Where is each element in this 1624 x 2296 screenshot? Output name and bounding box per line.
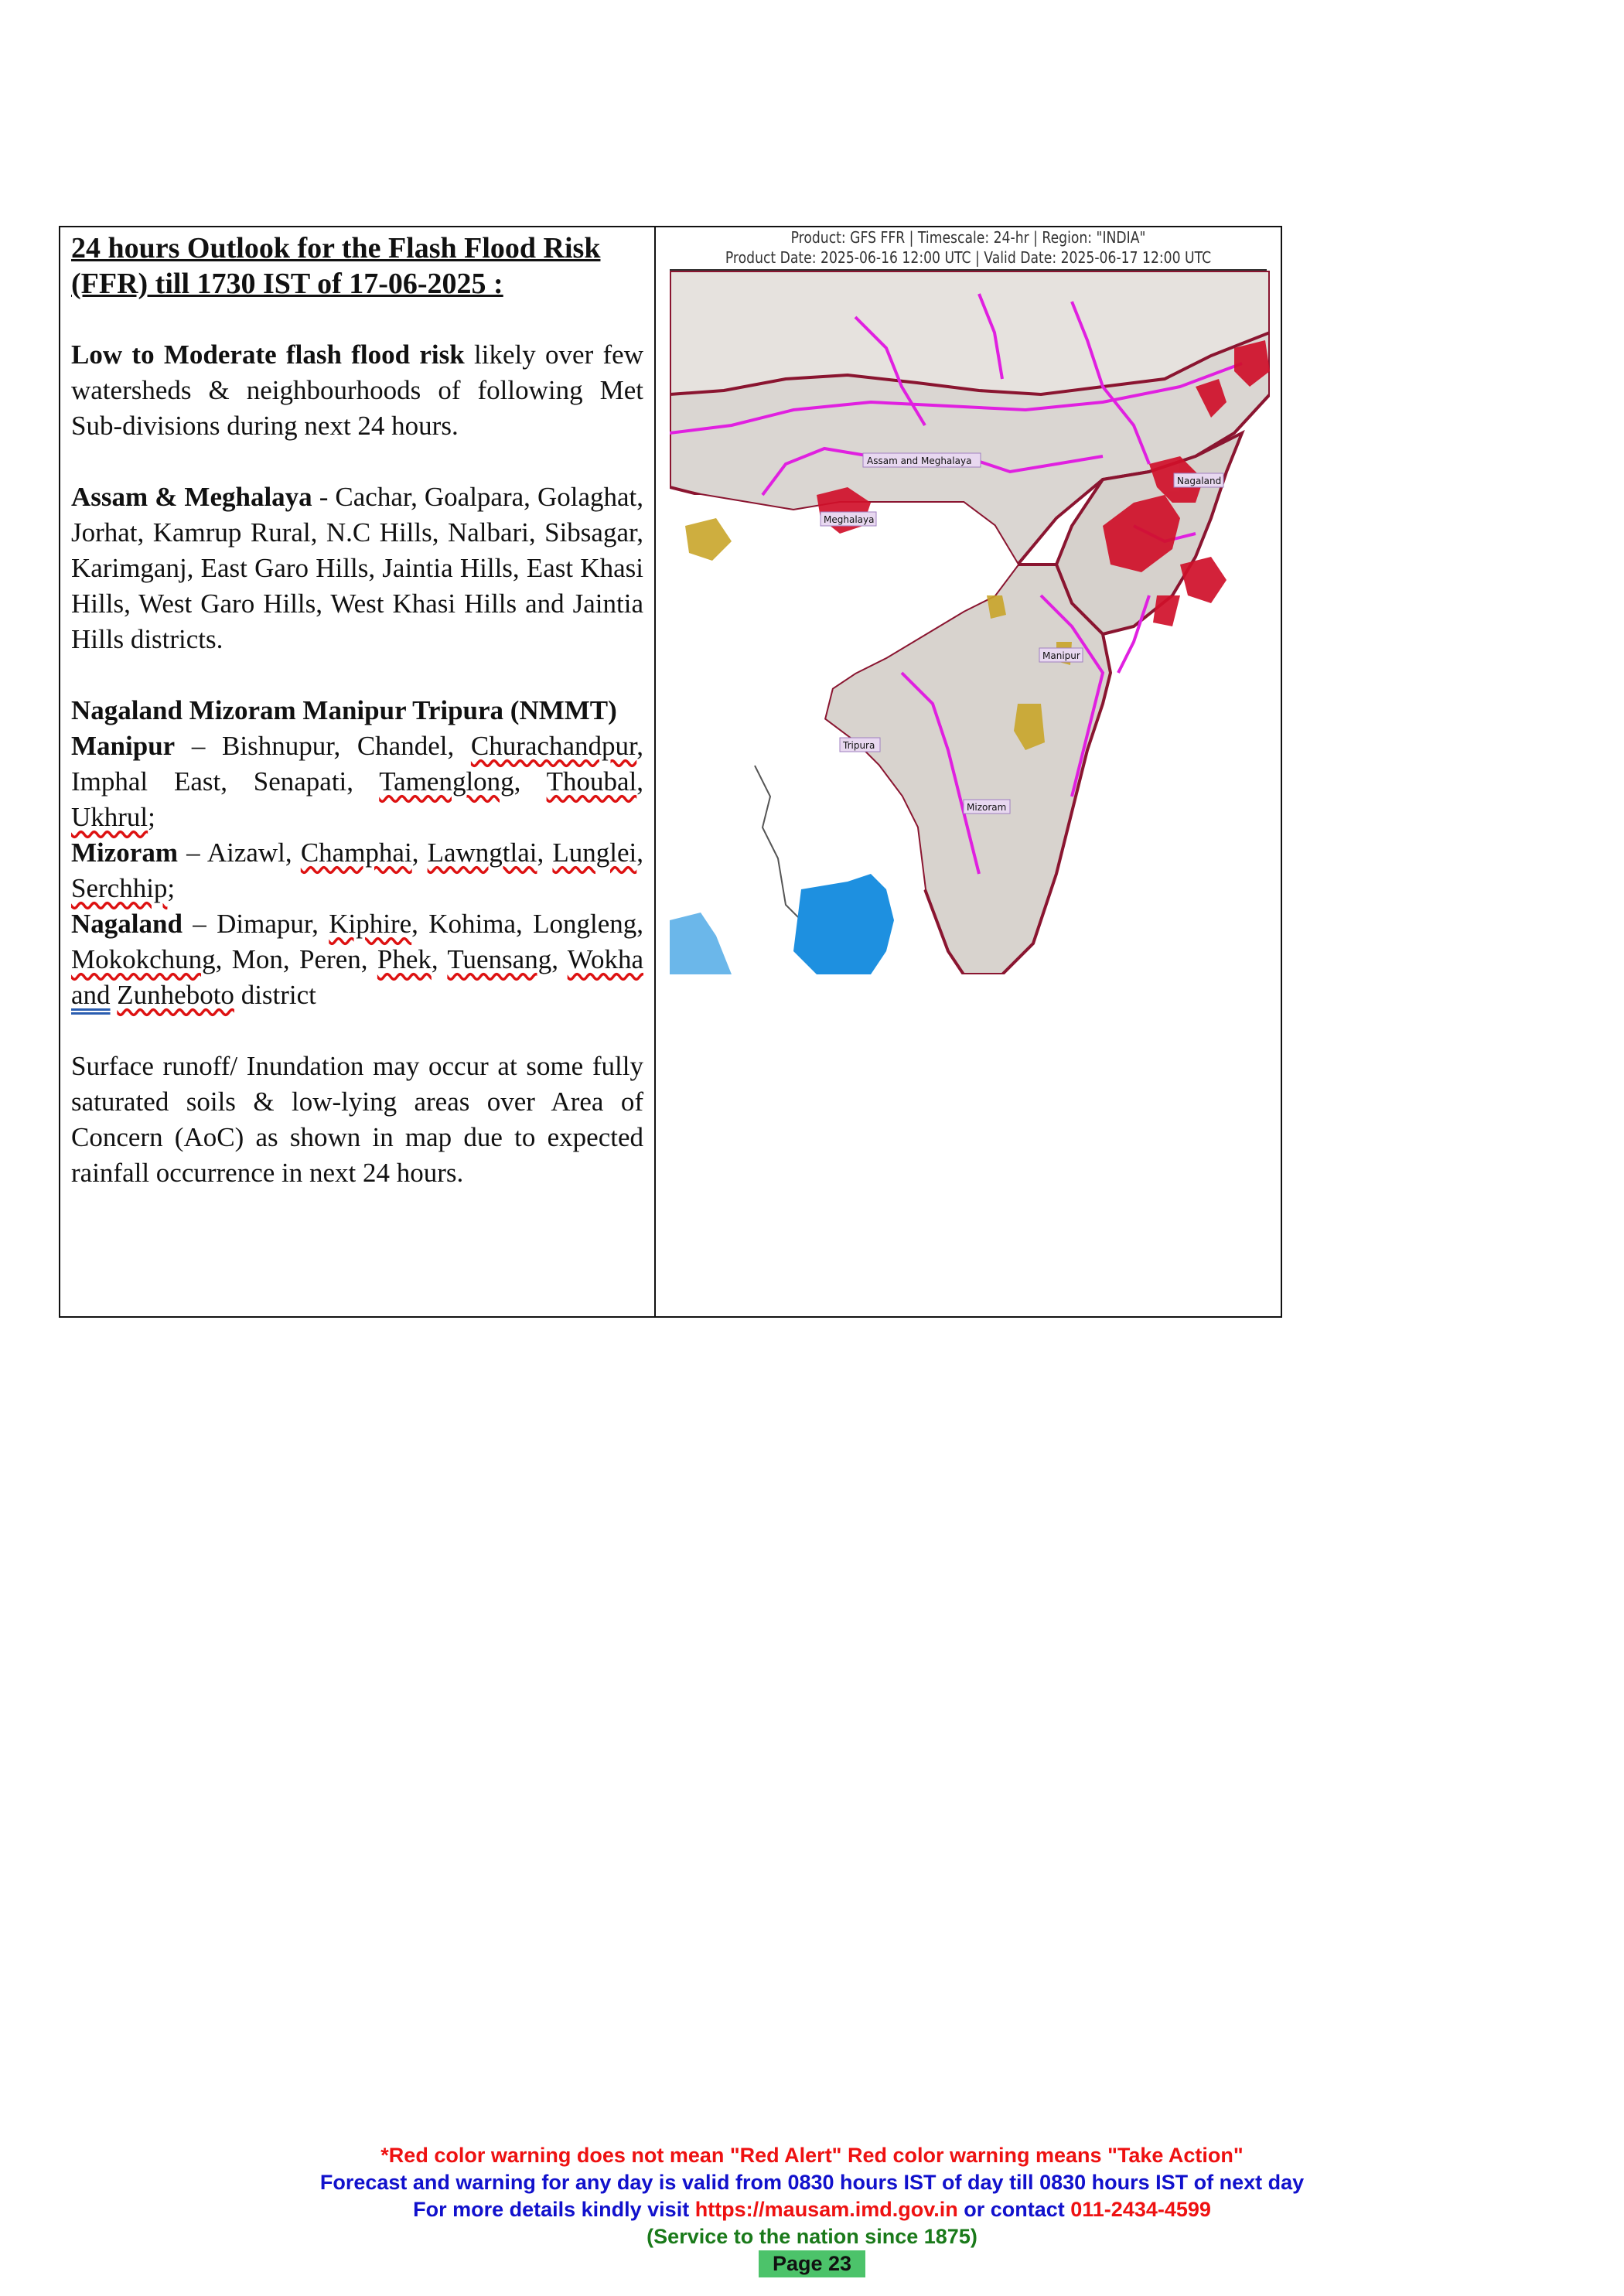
- separator: ,: [551, 944, 568, 974]
- map-label-nagaland: Nagaland: [1177, 476, 1222, 486]
- and-word: and: [71, 980, 111, 1010]
- nagaland-end: district: [234, 980, 316, 1010]
- footer-contact-pre: For more details kindly visit: [413, 2198, 695, 2221]
- mizoram-district-word: Serchhip: [71, 873, 168, 903]
- footer-contact-line: [0, 2196, 1624, 2223]
- map-label-assam: Assam and Meghalaya: [867, 455, 972, 466]
- map-header: [700, 227, 1237, 268]
- mizoram-district-word: Champhai: [300, 838, 412, 868]
- nagaland-district-word: Wokha: [567, 944, 643, 974]
- risk-paragraph: [71, 337, 643, 444]
- footer-contact-mid: or contact: [957, 2198, 1071, 2221]
- nagaland-district-word: Kiphire: [329, 909, 412, 939]
- nagaland-label: Nagaland: [71, 909, 183, 939]
- manipur-districts-a: Bishnupur, Chandel,: [222, 731, 471, 761]
- footer-validity-note: Forecast and warning for any day is valid from 0830 hours IST of day till 0830 hours IST of next day: [319, 2171, 1305, 2194]
- separator: [111, 980, 118, 1010]
- separator: ,: [431, 944, 448, 974]
- map-label-tripura: Tripura: [843, 740, 875, 751]
- mizoram-label: Mizoram: [71, 838, 178, 868]
- mizoram-district-word: Lunglei: [552, 838, 637, 868]
- map-sea-west: [670, 913, 732, 974]
- mizoram-districts-a: – Aizawl,: [177, 838, 301, 868]
- nagaland-district-word: Zunheboto: [117, 980, 234, 1010]
- surface-runoff-paragraph: Surface runoff/ Inundation may occur at some fully saturated soils & low-lying areas over Area of Concern (AoC) as shown in map due to expected rainfall occurrence in next 24 hours.: [71, 1051, 643, 1188]
- ffr-map: [670, 271, 1270, 974]
- map-label-manipur: Manipur: [1042, 650, 1080, 661]
- manipur-district-word: Tamenglong: [379, 766, 514, 797]
- separator: ;: [167, 873, 176, 903]
- map-label-meghalaya: Meghalaya: [824, 514, 875, 525]
- outlook-text-cell: [60, 227, 656, 1316]
- manipur-dash: –: [175, 731, 222, 761]
- manipur-label: Manipur: [71, 731, 176, 761]
- footer-website-link[interactable]: https://mausam.imd.gov.in: [694, 2198, 958, 2221]
- assam-districts: - Cachar, Goalpara, Golaghat, Jorhat, Kamrup Rural, N.C Hills, Nalbari, Sibsagar, Karimganj, East Garo Hills, Jaintia Hills, East Khasi Hills, West Garo Hills, West Khasi Hills and Jaintia Hills districts.: [71, 482, 643, 654]
- footer-red-warning: *Red color warning does not mean "Red Alert" Red color warning means "Take Action": [380, 2144, 1244, 2167]
- outlook-table: [59, 226, 1282, 1318]
- nmmt-heading: Nagaland Mizoram Manipur Tripura (NMMT): [71, 695, 617, 725]
- manipur-district-word: Thoubal: [546, 766, 637, 797]
- manipur-district-word: Ukhrul: [71, 802, 148, 832]
- footer-service-note: (Service to the nation since 1875): [647, 2225, 977, 2248]
- footer-phone: 011-2434-4599: [1070, 2198, 1211, 2221]
- manipur-district-word: Churachandpur: [470, 731, 637, 761]
- map-label-mizoram: Mizoram: [967, 802, 1007, 813]
- map-cell: [656, 227, 1281, 1316]
- nagaland-districts-a: – Dimapur,: [182, 909, 329, 939]
- risk-level-text: Low to Moderate flash flood risk: [71, 339, 465, 370]
- separator: ,: [537, 838, 553, 868]
- assam-label: Assam & Meghalaya: [71, 482, 312, 512]
- manipur-districts-b: , Imphal East, Senapati,: [71, 731, 643, 797]
- map-product-line: Product: GFS FFR | Timescale: 24-hr | Region: "INDIA": [790, 228, 1146, 247]
- separator: ,: [636, 838, 644, 868]
- separator: ;: [148, 802, 155, 832]
- manipur-paragraph: [71, 728, 643, 1013]
- map-date-line: Product Date: 2025-06-16 12:00 UTC | Valid Date: 2025-06-17 12:00 UTC: [725, 248, 1212, 267]
- outlook-title-line1: 24 hours Outlook for the Flash Flood Risk: [71, 232, 601, 264]
- nagaland-districts-b: , Kohima, Longleng,: [411, 909, 643, 939]
- map-sea: [793, 874, 894, 974]
- separator: ,: [513, 766, 547, 797]
- mizoram-district-word: Lawngtlai: [427, 838, 537, 868]
- footer: [0, 2142, 1624, 2277]
- nagaland-district-word: Mokokchung: [71, 944, 216, 974]
- separator: ,: [636, 766, 643, 797]
- nagaland-district-word: Tuensang: [447, 944, 552, 974]
- assam-paragraph: [71, 479, 643, 657]
- page-number: Page 23: [759, 2250, 865, 2277]
- separator: ,: [411, 838, 428, 868]
- risk-desc-text: likely over few watersheds & neighbourhoods of following Met Sub-divisions during next 24 hours.: [71, 339, 643, 441]
- outlook-title: [71, 230, 643, 302]
- outlook-title-line2: (FFR) till 1730 IST of 17-06-2025 :: [71, 268, 503, 300]
- ffr-map-svg: [670, 271, 1270, 974]
- nagaland-districts-c: , Mon, Peren,: [215, 944, 377, 974]
- nagaland-district-word: Phek: [377, 944, 432, 974]
